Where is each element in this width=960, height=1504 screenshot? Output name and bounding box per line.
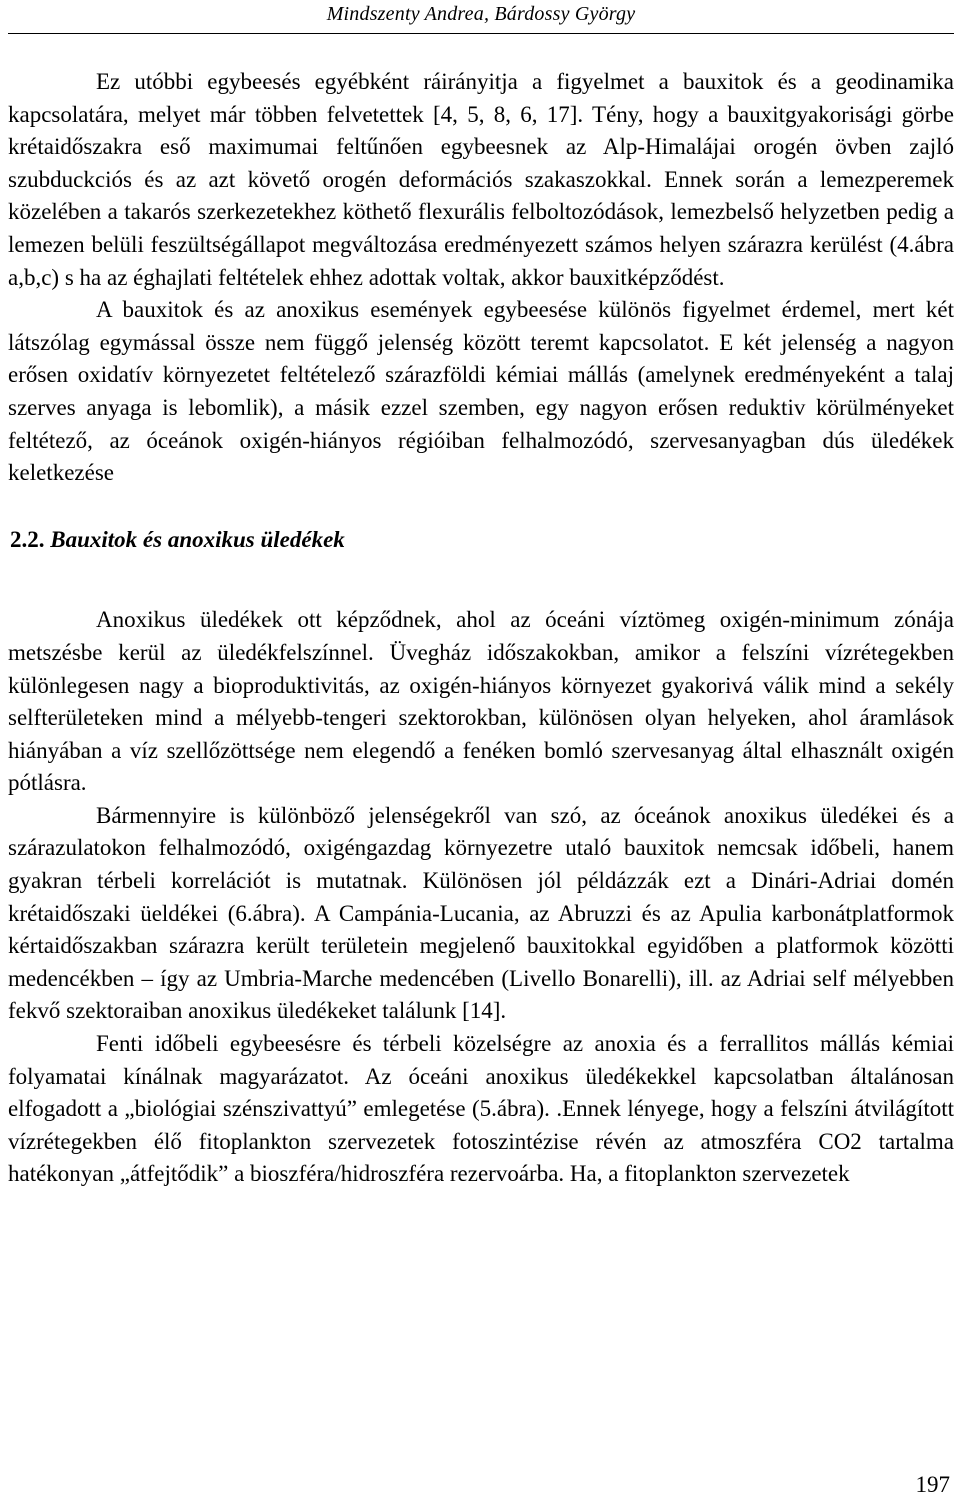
- section-heading: [8, 524, 954, 557]
- page-number: 197: [915, 1472, 950, 1497]
- body-text: [8, 66, 954, 1191]
- paragraph: Fenti időbeli egybeesésre és térbeli közelségre az anoxia és a ferrallitos mállás kémiai folyamatai kínálnak magyarázatot. Az óceáni anoxikus üledékekkel kapcsolatban általánosan elfogadott a „biológiai szénszivattyú” emlegetése (5.ábra). .Ennek lényege, hogy a felszíni átvilágított vízrétegekben élő fitoplankton szervezetek fotoszintézise révén az atmoszféra CO2 tartalma hatékonyan „átfejtődik” a bioszféra/hidroszféra rezervoárba. Ha, a fitoplankton szervezetek: [8, 1031, 954, 1187]
- paragraph: Anoxikus üledékek ott képződnek, ahol az óceáni víztömeg oxigén-minimum zónája metszésbe kerül az üledékfelszínnel. Üvegház időszakokban, amikor a felszíni vízrétegekben különlegesen nagy a bioproduktivitás, az oxigén-hiányos környezet gyakorivá válik mind a sekély selfterületeken mind a mélyebb-tengeri szektorokban, különösen olyan helyeken, ahol áramlások hiányában a víz szellőzöttsége nem elegendő a fenéken bomló szervesanyag által elhasznált oxigén pótlásra.: [8, 607, 954, 796]
- section-number: 2.2.: [10, 526, 45, 552]
- paragraph: Ez utóbbi egybeesés egyébként ráirányitja a figyelmet a bauxitok és a geodinamika kapcsolatára, melyet már többen felvetettek [4, 5, 8, 6, 17]. Tény, hogy a bauxitgyakorisági görbe krétaidőszakra eső maximumai feltűnően egybeesnek az Alp-Himalájai orogén övben zajló szubduckciós és az azt követő orogén deformációs szakaszokkal. Ennek során a lemezperemek közelében a takarós szerkezetekhez köthető flexurális felboltozódások, lemezbelső helyzetben pedig a lemezen belüli feszültségállapot megváltozása eredményezett számos helyen szárazra kerülést (4.ábra a,b,c) s ha az éghajlati feltételek ehhez adottak voltak, akkor bauxitképződést.: [8, 69, 954, 290]
- paragraph: Bármennyire is különböző jelenségekről van szó, az óceánok anoxikus üledékei és a szárazulatokon felhalmozódó, oxigéngazdag környezetre utaló bauxitok nemcsak időbeli, hanem gyakran térbeli korrelációt is mutatnak. Különösen jól példázzák ezt a Dinári-Adriai domén krétaidőszaki üeldékei (6.ábra). A Campánia-Lucania, az Abruzzi és az Apulia karbonátplatformok kértaidőszakban szárazra került területein megjelenő bauxitokkal egyidőben a platformok közötti medencékben – így az Umbria-Marche medencében (Livello Bonarelli), ill. az Adriai self mélyebben fekvő szektoraiban anoxikus üledékeket találunk [14].: [8, 802, 954, 1024]
- document-page: [8, 0, 954, 1504]
- section-title: Bauxitok és anoxikus üledékek: [50, 526, 345, 552]
- running-header: Mindszenty Andrea, Bárdossy György: [326, 3, 636, 25]
- paragraph: A bauxitok és az anoxikus események egybeesése különös figyelmet érdemel, mert két látszólag egymással össze nem függő jelenség között teremt kapcsolatot. E két jelenség a nagyon erősen oxidatív környezetet feltételező szárazföldi kémiai mállás (amelynek eredményeként a talaj szerves anyaga is lebomlik), a másik ezzel szemben, egy nagyon erősen reduktiv körülményeket feltétező, az óceánok oxigén-hiányos régióiban felhalmozódó, szervesanyagban dús üledékek keletkezése: [8, 297, 954, 486]
- header-rule: [8, 33, 954, 34]
